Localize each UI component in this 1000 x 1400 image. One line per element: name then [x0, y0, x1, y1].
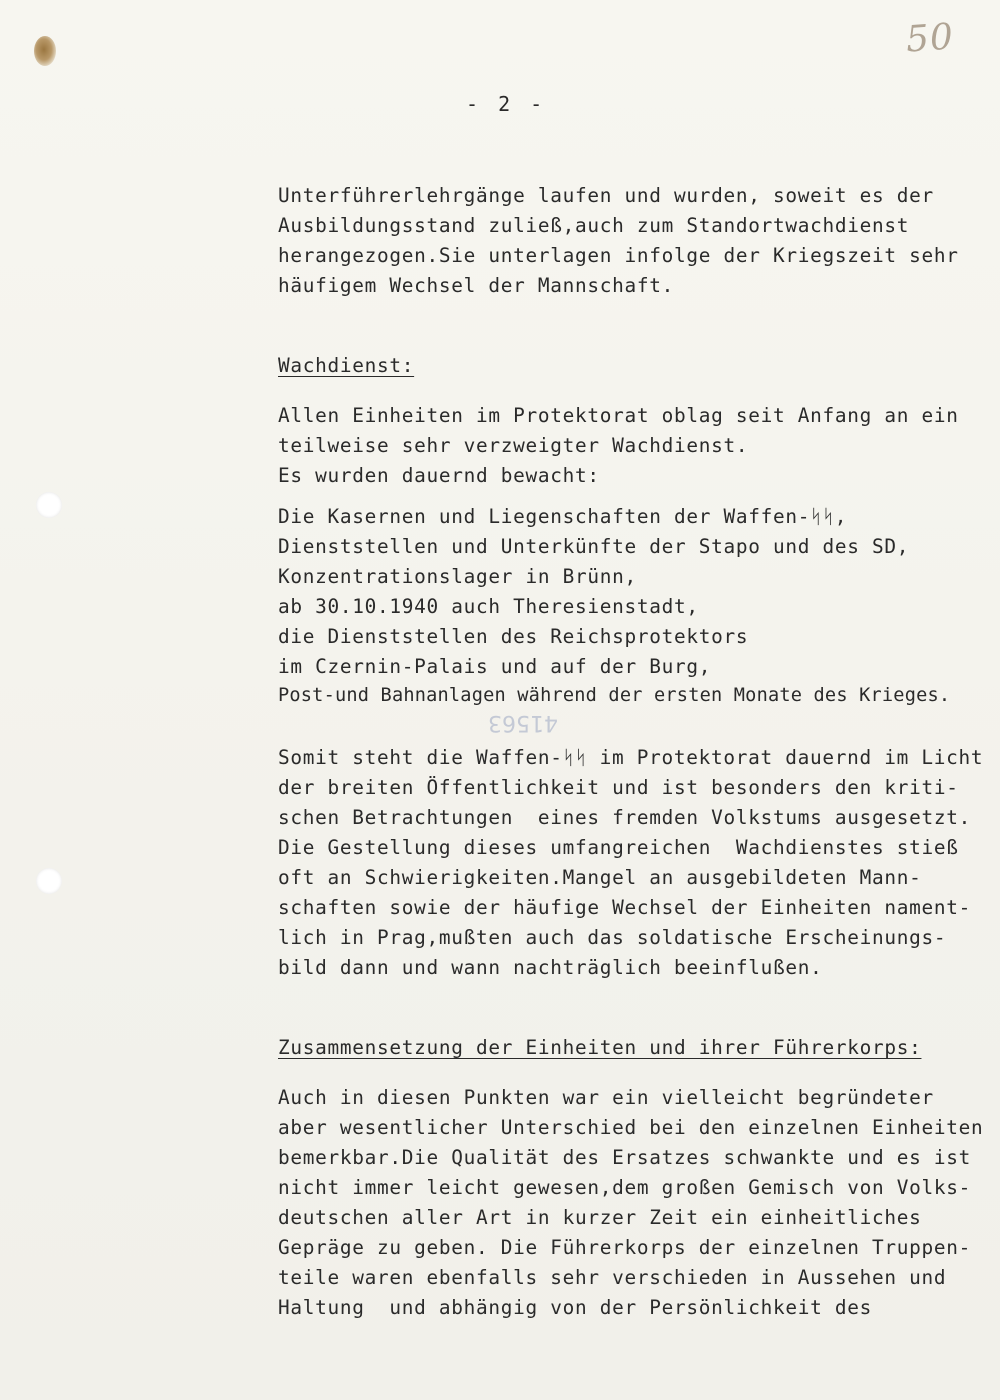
text-line: Gepräge zu geben. Die Führerkorps der einzelnen Truppen-	[278, 1236, 971, 1259]
text-line: teilweise sehr verzweigter Wachdienst.	[278, 434, 749, 457]
text-line: bemerkbar.Die Qualität des Ersatzes schwankte und es ist	[278, 1146, 971, 1169]
section-heading: Zusammensetzung der Einheiten und ihrer Führerkorps:	[278, 1036, 922, 1059]
text-line: oft an Schwierigkeiten.Mangel an ausgebildeten Mann-	[278, 866, 922, 889]
text-line: der breiten Öffentlichkeit und ist besonders den kriti-	[278, 776, 959, 799]
list-item: im Czernin-Palais und auf der Burg,	[278, 655, 712, 678]
list-item: Die Kasernen und Liegenschaften der Waffen-ᛋᛋ,	[278, 505, 848, 528]
list-item: Dienststellen und Unterkünfte der Stapo und des SD,	[278, 535, 910, 558]
text-line: Die Gestellung dieses umfangreichen Wachdienstes stieß	[278, 836, 959, 859]
punch-hole	[36, 492, 62, 518]
list-item: die Dienststellen des Reichsprotektors	[278, 625, 749, 648]
text-line: Unterführerlehrgänge laufen und wurden, soweit es der	[278, 184, 934, 207]
text-line: Ausbildungsstand zuließ,auch zum Standortwachdienst	[278, 214, 910, 237]
list-item: Post-und Bahnanlagen während der ersten Monate des Krieges.	[278, 685, 951, 706]
text-line: lich in Prag,mußten auch das soldatische Erscheinungs-	[278, 926, 947, 949]
text-line: Somit steht die Waffen-ᛋᛋ im Protektorat dauernd im Licht	[278, 746, 984, 769]
list-item: Konzentrationslager in Brünn,	[278, 565, 637, 588]
rust-stain	[34, 36, 56, 66]
text-line: häufigem Wechsel der Mannschaft.	[278, 274, 674, 297]
folio-number: 50	[904, 16, 956, 61]
text-line: Auch in diesen Punkten war ein vielleicht begründeter	[278, 1086, 934, 1109]
text-line: deutschen aller Art in kurzer Zeit ein einheitliches	[278, 1206, 922, 1229]
list-item: ab 30.10.1940 auch Theresienstadt,	[278, 595, 699, 618]
text-line: Es wurden dauernd bewacht:	[278, 464, 600, 487]
text-line: nicht immer leicht gewesen,dem großen Gemisch von Volks-	[278, 1176, 971, 1199]
text-line: aber wesentlicher Unterschied bei den einzelnen Einheiten	[278, 1116, 984, 1139]
archive-stamp: 41563	[488, 710, 558, 735]
text-line: herangezogen.Sie unterlagen infolge der Kriegszeit sehr	[278, 244, 959, 267]
text-line: teile waren ebenfalls sehr verschieden in Aussehen und	[278, 1266, 947, 1289]
text-line: Haltung und abhängig von der Persönlichkeit des	[278, 1296, 872, 1319]
text-line: schen Betrachtungen eines fremden Volkstums ausgesetzt.	[278, 806, 971, 829]
punch-hole	[36, 868, 62, 894]
text-line: schaften sowie der häufige Wechsel der Einheiten nament-	[278, 896, 971, 919]
text-line: Allen Einheiten im Protektorat oblag seit Anfang an ein	[278, 404, 959, 427]
section-heading: Wachdienst:	[278, 354, 415, 377]
text-line: bild dann und wann nachträglich beeinflußen.	[278, 956, 823, 979]
page-number: - 2 -	[466, 92, 547, 116]
